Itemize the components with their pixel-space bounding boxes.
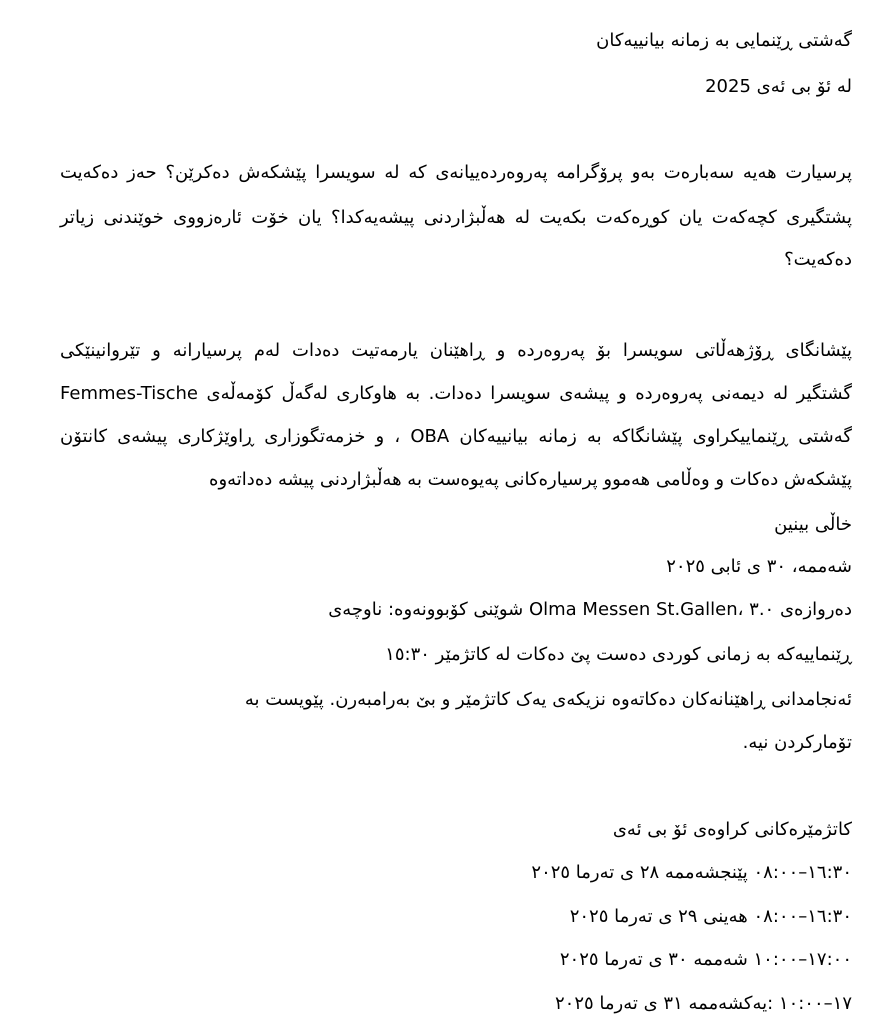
tour-end-line: تۆمارکردن نیە. (742, 732, 852, 753)
tour-start: ڕێنماییەکە بە زمانی کوردی دەست پێ دەکات لە کاتژمێر ١٥:٣٠ (385, 644, 852, 665)
description-line: پێشکەش دەکات و وەڵامی هەموو پرسیارەکانی پەیوەست بە هەڵبژاردنی پیشە دەداتەوە (209, 469, 852, 490)
description-line: پێشانگای ڕۆژهەڵاتی سویسرا بۆ پەروەردە و ڕاهێنان یارمەتیت دەدات لەم پرسیارانە و تێروانینێکی (60, 340, 852, 361)
meeting-point: دەروازەی ٣.٠ ،Olma Messen St.Gallen شوێنی کۆبوونەوە: ناوچەی (328, 599, 852, 620)
intro-line: پشتگیری کچەکەت یان کوڕەکەت بکەیت لە هەڵبژاردنی پیشەیەکدا؟ یان خۆت ئارەزووی خوێندنی زیاتر (60, 207, 852, 228)
hours-item: ١٦:٣٠–٠٨:٠٠ هەینی ٢٩ ی تەرما ٢٠٢٥ (569, 906, 852, 927)
description-line: Femmes-Tische گشتگیر لە دیمەنی پەروەردە و پیشەی سویسرا دەدات. بە هاوکاری لەگەڵ کۆمەڵەی (60, 383, 852, 404)
visit-heading: خاڵی بینین (774, 514, 852, 535)
description-line: گەشتی ڕێنماییکراوی پێشانگاکە بە زمانە بیانییەکان OBA ، و خزمەتگوزاری ڕاوێژکاری پیشەی کانتۆن (60, 426, 852, 447)
intro-line: پرسیارت هەیە سەبارەت بەو پرۆگرامە پەروەردەییانەی کە لە سویسرا پێشکەش دەکرێن؟ حەز دەکەیت (60, 162, 852, 183)
visit-date: شەممە، ٣٠ ی ئابی ٢٠٢٥ (666, 556, 852, 577)
document-title: گەشتی ڕێنمایی بە زمانە بیانییەکان (596, 30, 852, 51)
hours-heading: کاتژمێرەکانی کراوەی ئۆ بی ئەی (612, 819, 852, 840)
document-subtitle: لە ئۆ بی ئەی 2025 (705, 76, 852, 97)
hours-item: ١٧–١٠:٠٠ :یەکشەممە ٣١ ی تەرما ٢٠٢٥ (555, 993, 852, 1014)
hours-item: ١٦:٣٠–٠٨:٠٠ پێنجشەممە ٢٨ ی تەرما ٢٠٢٥ (531, 862, 852, 883)
tour-end-line: ئەنجامدانی ڕاهێنانەکان دەکاتەوە نزیکەی یەک کاتژمێر و بێ بەرامبەرن. پێویست بە (244, 689, 852, 710)
hours-item: ١٧:٠٠–١٠:٠٠ شەممە ٣٠ ی تەرما ٢٠٢٥ (559, 949, 852, 970)
intro-line: دەکەیت؟ (784, 249, 852, 270)
